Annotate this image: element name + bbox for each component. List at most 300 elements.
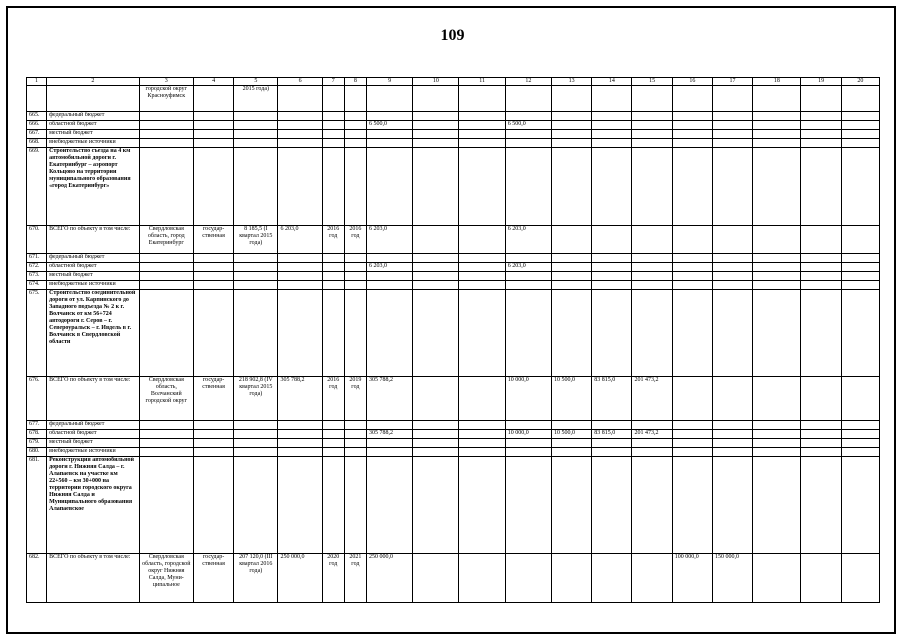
cell-col-4 [193, 130, 233, 139]
cell-col-7 [322, 263, 344, 272]
row-number: 671. [27, 254, 47, 263]
cell-col-19 [801, 130, 841, 139]
cell-col-5 [234, 421, 278, 430]
cell-col-11 [459, 148, 505, 226]
column-number: 6 [278, 78, 322, 86]
cell-col-10 [413, 290, 459, 377]
cell-col-3 [139, 439, 193, 448]
row-number: 682. [27, 554, 47, 603]
cell-col-9 [366, 439, 412, 448]
cell-col-18 [753, 377, 801, 421]
table-row [27, 457, 880, 554]
row-title: внебюджетные источники [47, 281, 140, 290]
cell-col-14 [592, 86, 632, 112]
row-number: 669. [27, 148, 47, 226]
cell-col-19 [801, 148, 841, 226]
cell-col-17 [712, 377, 752, 421]
cell-col-12 [505, 139, 551, 148]
cell-col-5: 2015 года) [234, 86, 278, 112]
cell-col-9 [366, 421, 412, 430]
cell-col-7 [322, 86, 344, 112]
row-number: 665. [27, 112, 47, 121]
row-title: федеральный бюджет [47, 421, 140, 430]
cell-col-8 [344, 254, 366, 263]
cell-col-20 [841, 272, 879, 281]
cell-col-7 [322, 148, 344, 226]
cell-col-17 [712, 430, 752, 439]
cell-col-15 [632, 272, 672, 281]
column-number: 18 [753, 78, 801, 86]
cell-col-12 [505, 290, 551, 377]
cell-col-14 [592, 554, 632, 603]
cell-col-11 [459, 226, 505, 254]
row-number: 672. [27, 263, 47, 272]
cell-col-12 [505, 457, 551, 554]
cell-col-8 [344, 290, 366, 377]
column-number: 20 [841, 78, 879, 86]
row-number: 670. [27, 226, 47, 254]
cell-col-20 [841, 377, 879, 421]
row-title: внебюджетные источники [47, 139, 140, 148]
cell-col-15 [632, 86, 672, 112]
cell-col-12: 10 000,0 [505, 430, 551, 439]
cell-col-6 [278, 439, 322, 448]
cell-col-5 [234, 263, 278, 272]
cell-col-5 [234, 148, 278, 226]
cell-col-9 [366, 448, 412, 457]
cell-col-19 [801, 457, 841, 554]
cell-col-15 [632, 226, 672, 254]
cell-col-5 [234, 139, 278, 148]
cell-col-11 [459, 281, 505, 290]
cell-col-9 [366, 112, 412, 121]
cell-col-4 [193, 148, 233, 226]
cell-col-6 [278, 430, 322, 439]
cell-col-4 [193, 254, 233, 263]
cell-col-7 [322, 139, 344, 148]
cell-col-4 [193, 263, 233, 272]
table-row [27, 448, 880, 457]
cell-col-8: 2016 год [344, 226, 366, 254]
cell-col-8 [344, 112, 366, 121]
cell-col-14 [592, 121, 632, 130]
cell-col-16 [672, 112, 712, 121]
cell-col-10 [413, 148, 459, 226]
cell-col-17 [712, 457, 752, 554]
cell-col-18 [753, 121, 801, 130]
cell-col-20 [841, 139, 879, 148]
cell-col-15 [632, 112, 672, 121]
cell-col-8 [344, 139, 366, 148]
cell-col-14 [592, 112, 632, 121]
cell-col-16 [672, 377, 712, 421]
column-number: 11 [459, 78, 505, 86]
row-number: 674. [27, 281, 47, 290]
cell-col-20 [841, 421, 879, 430]
cell-col-3 [139, 112, 193, 121]
cell-col-17 [712, 263, 752, 272]
cell-col-18 [753, 130, 801, 139]
row-title: Строительство соединительной дороги от ул. Карпинского до Западного подъезда № 2 к г. Волчанск от км 56+724 автодороги г. Серов – г. Североуральск – г. Ивдель в г. Волчанск в Свердловской области [47, 290, 140, 377]
cell-col-8 [344, 130, 366, 139]
cell-col-9 [366, 86, 412, 112]
cell-col-3 [139, 121, 193, 130]
cell-col-17: 150 000,0 [712, 554, 752, 603]
cell-col-11 [459, 130, 505, 139]
cell-col-9 [366, 148, 412, 226]
cell-col-10 [413, 430, 459, 439]
cell-col-14 [592, 272, 632, 281]
cell-col-19 [801, 290, 841, 377]
cell-col-20 [841, 112, 879, 121]
cell-col-13 [552, 554, 592, 603]
cell-col-20 [841, 430, 879, 439]
cell-col-7 [322, 439, 344, 448]
table-row [27, 554, 880, 603]
cell-col-16 [672, 439, 712, 448]
row-title: внебюджетные источники [47, 448, 140, 457]
cell-col-19 [801, 421, 841, 430]
row-number: 676. [27, 377, 47, 421]
cell-col-20 [841, 263, 879, 272]
cell-col-8 [344, 121, 366, 130]
page-number: 109 [440, 27, 465, 44]
cell-col-10 [413, 112, 459, 121]
cell-col-10 [413, 377, 459, 421]
cell-col-4 [193, 281, 233, 290]
cell-col-19 [801, 139, 841, 148]
cell-col-11 [459, 263, 505, 272]
cell-col-16 [672, 226, 712, 254]
cell-col-18 [753, 254, 801, 263]
cell-col-13 [552, 148, 592, 226]
table-row [27, 263, 880, 272]
cell-col-8 [344, 430, 366, 439]
cell-col-15 [632, 448, 672, 457]
cell-col-14 [592, 290, 632, 377]
cell-col-10 [413, 254, 459, 263]
cell-col-11 [459, 457, 505, 554]
cell-col-15 [632, 290, 672, 377]
row-number: 681. [27, 457, 47, 554]
cell-col-12 [505, 421, 551, 430]
column-number: 3 [139, 78, 193, 86]
cell-col-19 [801, 86, 841, 112]
cell-col-20 [841, 254, 879, 263]
cell-col-11 [459, 254, 505, 263]
column-number: 9 [366, 78, 412, 86]
column-number: 7 [322, 78, 344, 86]
cell-col-8 [344, 272, 366, 281]
cell-col-13 [552, 272, 592, 281]
table-row [27, 272, 880, 281]
cell-col-20 [841, 290, 879, 377]
cell-col-4 [193, 448, 233, 457]
row-number: 675. [27, 290, 47, 377]
cell-col-14 [592, 281, 632, 290]
cell-col-17 [712, 226, 752, 254]
cell-col-6 [278, 421, 322, 430]
cell-col-14 [592, 130, 632, 139]
cell-col-18 [753, 148, 801, 226]
cell-col-19 [801, 377, 841, 421]
table-row [27, 112, 880, 121]
cell-col-10 [413, 281, 459, 290]
cell-col-5 [234, 272, 278, 281]
cell-col-9: 6 203,0 [366, 226, 412, 254]
cell-col-16 [672, 139, 712, 148]
row-number: 678. [27, 430, 47, 439]
table-row [27, 139, 880, 148]
cell-col-7 [322, 430, 344, 439]
cell-col-16 [672, 86, 712, 112]
cell-col-13 [552, 112, 592, 121]
cell-col-15 [632, 554, 672, 603]
cell-col-20 [841, 457, 879, 554]
cell-col-7 [322, 281, 344, 290]
cell-col-13 [552, 290, 592, 377]
cell-col-8 [344, 439, 366, 448]
cell-col-6 [278, 86, 322, 112]
cell-col-6 [278, 254, 322, 263]
cell-col-7 [322, 121, 344, 130]
cell-col-7: 2020 год [322, 554, 344, 603]
cell-col-5 [234, 430, 278, 439]
cell-col-17 [712, 421, 752, 430]
cell-col-6 [278, 448, 322, 457]
row-title: ВСЕГО по объекту в том числе: [47, 554, 140, 603]
cell-col-18 [753, 439, 801, 448]
cell-col-11 [459, 554, 505, 603]
cell-col-17 [712, 112, 752, 121]
cell-col-3 [139, 272, 193, 281]
cell-col-7 [322, 130, 344, 139]
cell-col-10 [413, 272, 459, 281]
cell-col-4 [193, 121, 233, 130]
cell-col-3 [139, 263, 193, 272]
cell-col-4 [193, 112, 233, 121]
cell-col-12 [505, 439, 551, 448]
cell-col-5 [234, 130, 278, 139]
column-number: 5 [234, 78, 278, 86]
cell-col-11 [459, 377, 505, 421]
cell-col-18 [753, 457, 801, 554]
cell-col-13 [552, 86, 592, 112]
cell-col-5 [234, 121, 278, 130]
cell-col-4 [193, 457, 233, 554]
cell-col-8 [344, 263, 366, 272]
cell-col-6 [278, 457, 322, 554]
cell-col-20 [841, 121, 879, 130]
cell-col-13 [552, 121, 592, 130]
cell-col-7 [322, 272, 344, 281]
cell-col-14 [592, 448, 632, 457]
cell-col-6: 250 000,0 [278, 554, 322, 603]
cell-col-10 [413, 457, 459, 554]
cell-col-19 [801, 272, 841, 281]
table-row [27, 377, 880, 421]
cell-col-16 [672, 272, 712, 281]
cell-col-19 [801, 263, 841, 272]
cell-col-12: 6 203,0 [505, 226, 551, 254]
table-row [27, 290, 880, 377]
cell-col-19 [801, 112, 841, 121]
cell-col-12: 6 500,0 [505, 121, 551, 130]
cell-col-9: 6 203,0 [366, 263, 412, 272]
cell-col-10 [413, 421, 459, 430]
cell-col-13 [552, 457, 592, 554]
cell-col-9: 6 500,0 [366, 121, 412, 130]
cell-col-9 [366, 272, 412, 281]
cell-col-11 [459, 290, 505, 377]
row-number: 668. [27, 139, 47, 148]
cell-col-10 [413, 554, 459, 603]
cell-col-17 [712, 86, 752, 112]
cell-col-20 [841, 439, 879, 448]
cell-col-20 [841, 554, 879, 603]
row-title: местный бюджет [47, 439, 140, 448]
budget-table [26, 77, 880, 603]
row-title: местный бюджет [47, 130, 140, 139]
cell-col-11 [459, 112, 505, 121]
cell-col-13 [552, 130, 592, 139]
row-title: областной бюджет [47, 430, 140, 439]
cell-col-3 [139, 130, 193, 139]
cell-col-15 [632, 281, 672, 290]
cell-col-15 [632, 130, 672, 139]
row-title: федеральный бюджет [47, 254, 140, 263]
row-title: ВСЕГО по объекту в том числе: [47, 226, 140, 254]
cell-col-10 [413, 448, 459, 457]
cell-col-17 [712, 272, 752, 281]
row-number [27, 86, 47, 112]
cell-col-18 [753, 139, 801, 148]
cell-col-7: 2016 год [322, 226, 344, 254]
table-row [27, 226, 880, 254]
cell-col-15 [632, 457, 672, 554]
cell-col-3 [139, 430, 193, 439]
cell-col-17 [712, 130, 752, 139]
cell-col-3 [139, 290, 193, 377]
cell-col-16 [672, 448, 712, 457]
cell-col-6 [278, 263, 322, 272]
cell-col-9 [366, 254, 412, 263]
cell-col-3 [139, 281, 193, 290]
cell-col-5 [234, 281, 278, 290]
row-number: 679. [27, 439, 47, 448]
cell-col-20 [841, 148, 879, 226]
cell-col-3: Свердловская область, Волчанский городской округ [139, 377, 193, 421]
cell-col-17 [712, 290, 752, 377]
cell-col-14: 83 815,0 [592, 430, 632, 439]
cell-col-10 [413, 130, 459, 139]
cell-col-17 [712, 139, 752, 148]
row-title: местный бюджет [47, 272, 140, 281]
cell-col-13 [552, 421, 592, 430]
cell-col-18 [753, 263, 801, 272]
cell-col-4: государ-ственная [193, 554, 233, 603]
row-number: 680. [27, 448, 47, 457]
cell-col-6 [278, 139, 322, 148]
cell-col-13 [552, 263, 592, 272]
row-title: федеральный бюджет [47, 112, 140, 121]
cell-col-16 [672, 148, 712, 226]
cell-col-15 [632, 263, 672, 272]
cell-col-9 [366, 281, 412, 290]
cell-col-17 [712, 121, 752, 130]
cell-col-13: 10 500,0 [552, 430, 592, 439]
cell-col-18 [753, 86, 801, 112]
cell-col-9: 250 000,0 [366, 554, 412, 603]
cell-col-7 [322, 290, 344, 377]
cell-col-4 [193, 86, 233, 112]
cell-col-12: 6 203,0 [505, 263, 551, 272]
cell-col-20 [841, 130, 879, 139]
cell-col-18 [753, 281, 801, 290]
cell-col-4: государ-ственная [193, 226, 233, 254]
cell-col-11 [459, 430, 505, 439]
cell-col-8 [344, 86, 366, 112]
cell-col-9 [366, 457, 412, 554]
cell-col-11 [459, 421, 505, 430]
cell-col-17 [712, 439, 752, 448]
cell-col-6: 305 788,2 [278, 377, 322, 421]
cell-col-7 [322, 448, 344, 457]
cell-col-7 [322, 457, 344, 554]
cell-col-5 [234, 439, 278, 448]
cell-col-14: 83 815,0 [592, 377, 632, 421]
column-number: 8 [344, 78, 366, 86]
cell-col-3 [139, 457, 193, 554]
column-number: 19 [801, 78, 841, 86]
cell-col-11 [459, 448, 505, 457]
cell-col-8: 2019 год [344, 377, 366, 421]
cell-col-16 [672, 281, 712, 290]
cell-col-19 [801, 448, 841, 457]
column-number: 12 [505, 78, 551, 86]
cell-col-11 [459, 272, 505, 281]
cell-col-20 [841, 86, 879, 112]
row-number: 667. [27, 130, 47, 139]
cell-col-14 [592, 439, 632, 448]
cell-col-18 [753, 226, 801, 254]
cell-col-6 [278, 130, 322, 139]
cell-col-4 [193, 430, 233, 439]
cell-col-12 [505, 86, 551, 112]
row-title: Реконструкция автомобильной дороги г. Нижняя Салда – г. Алапаевск на участке км 22+560 – км 30+000 на территории городского округа Нижняя Салда и Муниципального образования Алапаевское [47, 457, 140, 554]
row-number: 677. [27, 421, 47, 430]
cell-col-4: государ-ственная [193, 377, 233, 421]
row-title [47, 86, 140, 112]
cell-col-14 [592, 457, 632, 554]
table-body [27, 78, 880, 603]
cell-col-6: 6 203,0 [278, 226, 322, 254]
cell-col-6 [278, 148, 322, 226]
cell-col-15 [632, 421, 672, 430]
cell-col-7 [322, 112, 344, 121]
cell-col-15 [632, 148, 672, 226]
cell-col-8: 2021 год [344, 554, 366, 603]
cell-col-6 [278, 272, 322, 281]
cell-col-15 [632, 139, 672, 148]
cell-col-13 [552, 139, 592, 148]
column-number: 14 [592, 78, 632, 86]
cell-col-9: 305 788,2 [366, 377, 412, 421]
table-row [27, 130, 880, 139]
cell-col-18 [753, 421, 801, 430]
cell-col-12 [505, 281, 551, 290]
cell-col-11 [459, 121, 505, 130]
